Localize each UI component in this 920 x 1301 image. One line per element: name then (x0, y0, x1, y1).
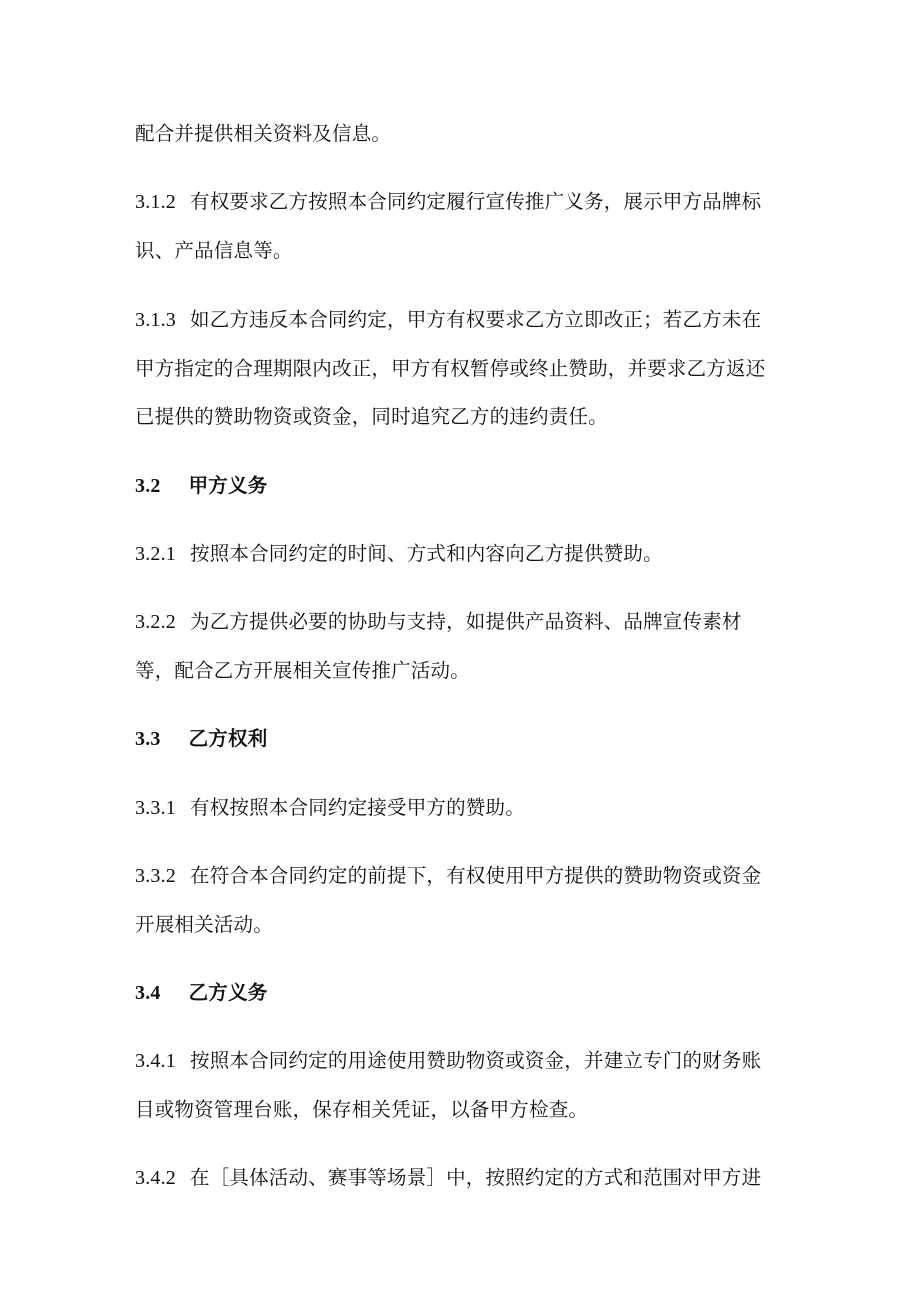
clause-text: 等，配合乙方开展相关宣传推广活动。 (135, 659, 470, 682)
paragraph-text: 配合并提供相关资料及信息。 (135, 122, 392, 145)
clause-text: 开展相关活动。 (135, 913, 273, 936)
clause-3-1-2-cont (135, 238, 293, 264)
clause-3-2-1 (135, 541, 663, 567)
clause-text: 为乙方提供必要的协助与支持，如提供产品资料、品牌宣传素材 (190, 610, 742, 633)
clause-text: 目或物资管理台账，保存相关凭证，以备甲方检查。 (135, 1098, 589, 1121)
clause-number: 3.3.1 (135, 797, 176, 819)
clause-number: 3.2.1 (135, 543, 176, 565)
clause-3-1-3-cont (135, 404, 608, 430)
clause-number: 3.3.2 (135, 865, 176, 887)
clause-3-2-2-cont (135, 658, 470, 684)
heading-number: 3.2 (135, 475, 161, 497)
heading-3-4 (135, 980, 267, 1006)
clause-number: 3.1.2 (135, 191, 176, 213)
clause-3-3-2 (135, 863, 761, 889)
clause-3-4-2 (135, 1165, 761, 1191)
clause-text: 已提供的赞助物资或资金，同时追究乙方的违约责任。 (135, 405, 608, 428)
clause-number: 3.2.2 (135, 611, 176, 633)
heading-number: 3.4 (135, 982, 161, 1004)
heading-title: 甲方义务 (188, 474, 268, 497)
clause-text: 识、产品信息等。 (135, 239, 293, 262)
heading-title: 乙方义务 (188, 981, 268, 1004)
clause-text: 在［具体活动、赛事等场景］中，按照约定的方式和范围对甲方进 (190, 1166, 762, 1189)
clause-number: 3.1.3 (135, 309, 176, 331)
clause-number: 3.4.2 (135, 1167, 176, 1189)
clause-3-3-2-cont (135, 912, 273, 938)
clause-3-1-2 (135, 189, 761, 215)
clause-text: 按照本合同约定的时间、方式和内容向乙方提供赞助。 (190, 542, 663, 565)
clause-3-1-3 (135, 307, 761, 333)
clause-text: 甲方指定的合理期限内改正，甲方有权暂停或终止赞助，并要求乙方返还 (135, 357, 766, 380)
clause-text: 有权要求乙方按照本合同约定履行宣传推广义务，展示甲方品牌标 (190, 190, 762, 213)
heading-number: 3.3 (135, 728, 161, 750)
heading-title: 乙方权利 (188, 727, 268, 750)
clause-3-2-2 (135, 609, 742, 635)
clause-text: 在符合本合同约定的前提下，有权使用甲方提供的赞助物资或资金 (190, 864, 762, 887)
clause-text: 如乙方违反本合同约定，甲方有权要求乙方立即改正；若乙方未在 (190, 308, 762, 331)
clause-3-4-1-cont (135, 1097, 588, 1123)
paragraph-continuation (135, 121, 391, 147)
clause-3-1-3-cont (135, 356, 765, 382)
clause-text: 有权按照本合同约定接受甲方的赞助。 (190, 796, 525, 819)
heading-3-3 (135, 726, 267, 752)
heading-3-2 (135, 473, 267, 499)
clause-number: 3.4.1 (135, 1050, 176, 1072)
clause-3-3-1 (135, 795, 525, 821)
clause-3-4-1 (135, 1048, 761, 1074)
clause-text: 按照本合同约定的用途使用赞助物资或资金，并建立专门的财务账 (190, 1049, 762, 1072)
